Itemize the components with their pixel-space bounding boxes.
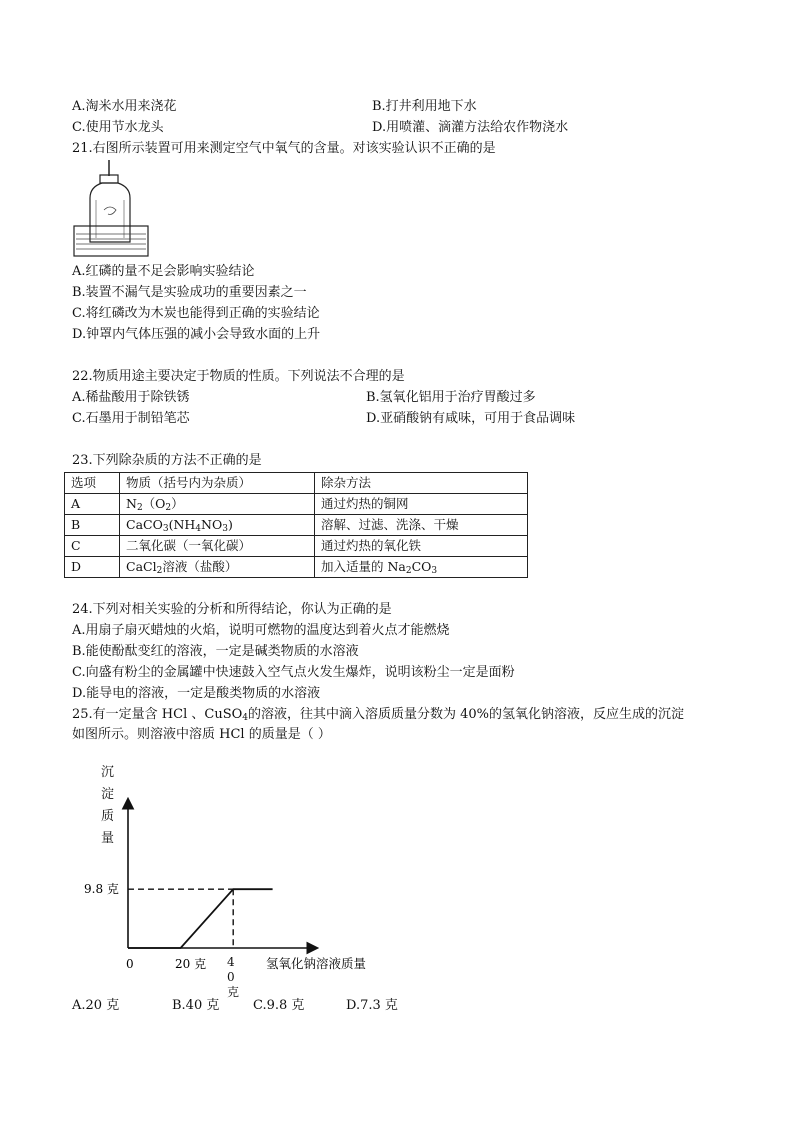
q22-option-c: C.石墨用于制铅笔芯 [72,411,190,426]
row-substance: CaCl$_2$溶液（盐酸） [120,557,315,578]
q21-option-c: C.将红磷改为木炭也能得到正确的实验结论 [72,306,320,321]
header-option: 选项 [65,473,120,494]
bell-jar-apparatus-figure [72,160,152,260]
q24-stem: 24.下列对相关实验的分析和所得结论，你认为正确的是 [72,602,392,617]
row-method: 通过灼热的氧化铁 [315,536,528,557]
q25-option-c: C.9.8 克 [253,998,305,1013]
x-tick-20: 20 克 [175,957,207,971]
table-row [65,536,528,557]
q22-option-d: D.亚硝酸钠有咸味，可用于食品调味 [366,411,576,426]
table-row [65,515,528,536]
q20-option-b: B.打井利用地下水 [372,99,477,114]
chart-y-axis-label: 沉淀质量 [101,765,115,846]
table-row [65,557,528,578]
row-method: 溶解、过滤、洗涤、干燥 [315,515,528,536]
q25-stem-line1: 25.有一定量含 HCl 、CuSO$_4$的溶液，往其中滴入溶质质量分数为 40%的氢氧化钠溶液，反应生成的沉淀 [72,707,685,723]
y-tick-9.8: 9.8 克 [84,882,119,896]
q23-table [64,472,528,578]
row-method: 加入适量的 $Na_2CO_3$ [315,557,528,578]
x-tick-0: 0 [126,957,134,971]
row-substance: $N_2(O_2)$ [120,494,315,515]
q21-stem: 21.右图所示装置可用来测定空气中氧气的含量。对该实验认识不正确的是 [72,141,496,156]
q21-option-b: B.装置不漏气是实验成功的重要因素之一 [72,285,307,300]
row-method: 通过灼热的铜网 [315,494,528,515]
q25-option-d: D.7.3 克 [346,998,398,1013]
q22-option-a: A.稀盐酸用于除铁锈 [72,390,190,405]
q22-stem: 22.物质用途主要决定于物质的性质。下列说法不合理的是 [72,369,405,384]
q25-stem-line2: 如图所示。则溶液中溶质 HCl 的质量是（ ） [72,727,331,742]
q23-stem: 23.下列除杂质的方法不正确的是 [72,453,262,468]
table-row [65,494,528,515]
header-method: 除杂方法 [315,473,528,494]
series-line [128,889,273,948]
q20-option-c: C.使用节水龙头 [72,120,164,135]
row-substance: $CaCO_3(NH_4NO_3)$ [120,515,315,536]
q20-option-d: D.用喷灌、滴灌方法给农作物浇水 [372,120,569,135]
q24-option-a: A.用扇子扇灭蜡烛的火焰，说明可燃物的温度达到着火点才能燃烧 [72,623,450,638]
q21-option-a: A.红磷的量不足会影响实验结论 [72,264,255,279]
row-option: C [65,536,120,557]
q22-option-b: B.氢氧化铝用于治疗胃酸过多 [366,390,536,405]
header-substance: 物质（括号内为杂质） [120,473,315,494]
q20-option-a: A.淘米水用来浇花 [72,99,177,114]
row-substance: 二氧化碳（一氧化碳） [120,536,315,557]
q24-option-c: C.向盛有粉尘的金属罐中快速鼓入空气点火发生爆炸，说明该粉尘一定是面粉 [72,665,515,680]
q25-option-b: B.40 克 [172,998,220,1013]
row-option: B [65,515,120,536]
row-option: A [65,494,120,515]
q21-option-d: D.钟罩内气体压强的减小会导致水面的上升 [72,327,321,342]
x-tick-40: 40 克 [227,955,240,999]
x-axis-label: 氢氧化钠溶液质量 [266,956,367,971]
table-header-row [65,473,528,494]
q24-option-b: B.能使酚酞变红的溶液，一定是碱类物质的水溶液 [72,644,359,659]
q25-option-a: A.20 克 [72,998,120,1013]
q24-option-d: D.能导电的溶液，一定是酸类物质的水溶液 [72,686,321,701]
row-option: D [65,557,120,578]
